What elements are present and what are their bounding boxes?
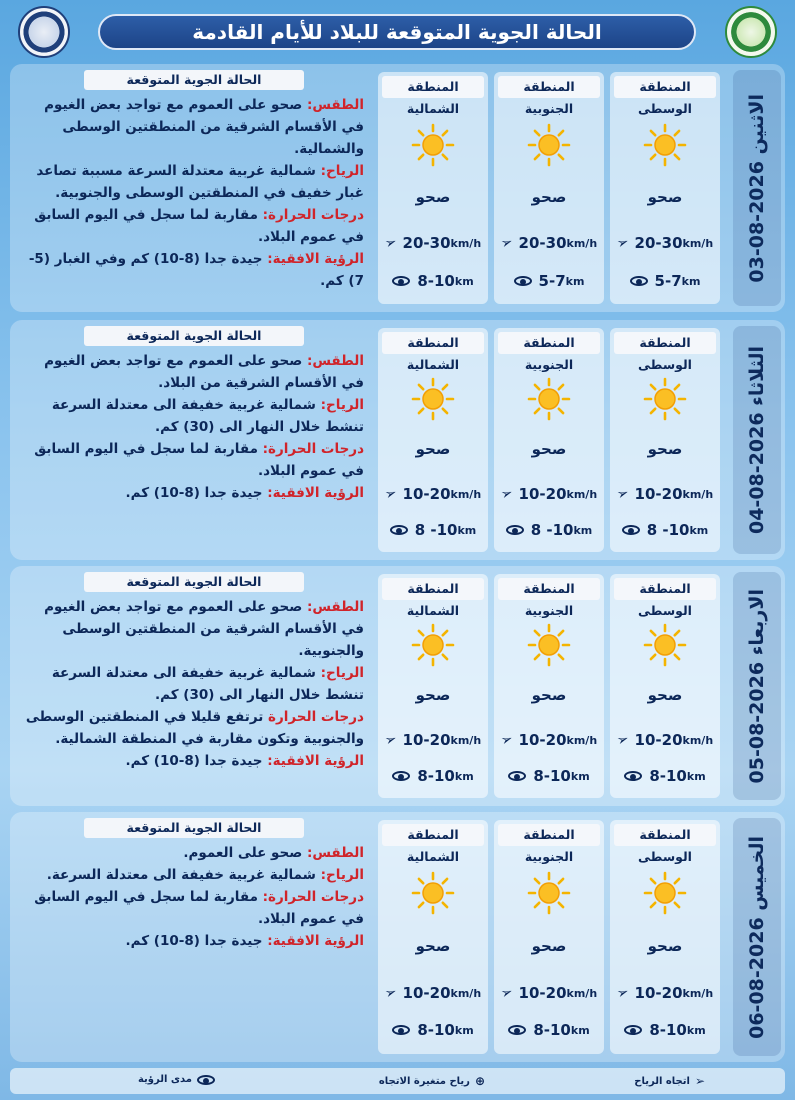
region-name: المنطقة الجنوبية: [498, 76, 600, 98]
visibility-value: 8 -10: [530, 521, 574, 539]
wind-key: الرياح:: [320, 867, 364, 883]
forecast-weather: [24, 350, 364, 394]
wind-speed: [378, 984, 488, 1002]
forecast-temp: [24, 706, 364, 750]
region-name: المنطقة الشمالية: [382, 332, 484, 354]
visibility: [378, 1021, 488, 1039]
region-name: المنطقة الشمالية: [382, 578, 484, 600]
day-block: [10, 320, 785, 560]
wind-value: 10-20: [634, 731, 683, 749]
legend-wind-direction-label: اتجاه الرياح: [634, 1075, 690, 1087]
region-card-south: [494, 820, 604, 1054]
eye-icon: [392, 1025, 410, 1035]
wind-speed: [610, 984, 720, 1002]
weather-key: الطقس:: [306, 353, 364, 369]
visibility-unit: km: [565, 274, 585, 288]
legend-visibility: [138, 1074, 215, 1085]
wind-key: الرياح:: [320, 665, 364, 681]
region-card-south: [494, 574, 604, 798]
sun-icon: [643, 623, 687, 667]
visibility-unit: km: [686, 1023, 706, 1037]
forecast-temp: [24, 204, 364, 248]
wind-unit: km/h: [450, 236, 482, 250]
sun-icon: [411, 377, 455, 421]
visibility-unit: km: [454, 274, 474, 288]
legend-wind-direction: [634, 1074, 705, 1088]
temp-key: درجات الحرارة:: [262, 889, 364, 905]
region-name: المنطقة الوسطى: [614, 76, 716, 98]
wind-text: شمالية غربية خفيفة الى معتدلة السرعة.: [46, 867, 316, 883]
wind-unit: km/h: [682, 986, 714, 1000]
wind-speed: [610, 485, 720, 503]
day-label-box: [733, 70, 781, 306]
wind-direction-icon: ➢: [498, 730, 515, 750]
day-label: الاثنين 2026-08-03: [746, 93, 768, 283]
wind-speed: [378, 234, 488, 252]
forecast-text: [18, 70, 370, 306]
eye-icon: [624, 1025, 642, 1035]
wind-value: 10-20: [518, 485, 567, 503]
wind-unit: km/h: [450, 733, 482, 747]
wind-value: 10-20: [402, 731, 451, 749]
temp-key: درجات الحرارة:: [262, 207, 364, 223]
variable-wind-icon: ⊕: [474, 1074, 485, 1088]
weather-authority-logo: [725, 6, 777, 58]
forecast-weather: [24, 94, 364, 160]
day-label: الثلاثاء 2026-08-04: [746, 345, 768, 534]
region-name: المنطقة الشمالية: [382, 76, 484, 98]
wind-value: 20-30: [402, 234, 451, 252]
forecast-title: الحالة الجوية المتوقعة: [84, 326, 304, 346]
eye-icon: [392, 276, 410, 286]
visibility-value: 8 -10: [646, 521, 690, 539]
wind-unit: km/h: [566, 733, 598, 747]
region-name: المنطقة الجنوبية: [498, 332, 600, 354]
weather-key: الطقس:: [306, 599, 364, 615]
legend-variable-wind-label: رياح متغيرة الاتجاه: [378, 1075, 470, 1087]
page-title: الحالة الجوية المتوقعة للبلاد للأيام القادمة: [98, 14, 696, 50]
temp-key: درجات الحرارة: [268, 709, 364, 725]
forecast-text: [18, 572, 370, 800]
weather-key: الطقس:: [306, 97, 364, 113]
wind-value: 10-20: [634, 485, 683, 503]
sun-icon: [411, 871, 455, 915]
visibility-value: 8-10: [533, 1021, 571, 1039]
region-card-north: [378, 820, 488, 1054]
visibility-key: الرؤية الافقية:: [267, 933, 364, 949]
eye-icon: [197, 1075, 215, 1085]
wind-direction-icon: ➢: [694, 1074, 705, 1088]
wind-direction-icon: ➢: [614, 983, 631, 1003]
visibility-unit: km: [686, 769, 706, 783]
visibility-unit: km: [681, 274, 701, 288]
sky-condition: صحو: [415, 937, 451, 955]
region-card-north: [378, 72, 488, 304]
visibility-unit: km: [570, 1023, 590, 1037]
day-label: الخميس 2026-08-06: [746, 835, 768, 1039]
wind-value: 10-20: [402, 485, 451, 503]
visibility-value: 8-10: [417, 272, 455, 290]
day-label-box: [733, 818, 781, 1056]
forecast-temp: [24, 438, 364, 482]
sky-condition: صحو: [647, 440, 683, 458]
region-card-north: [378, 574, 488, 798]
forecast-temp: [24, 886, 364, 930]
visibility-unit: km: [454, 1023, 474, 1037]
eye-icon: [508, 1025, 526, 1035]
region-name: المنطقة الشمالية: [382, 824, 484, 846]
eye-icon: [506, 525, 524, 535]
visibility: [494, 1021, 604, 1039]
visibility-key: الرؤية الافقية:: [267, 485, 364, 501]
forecast-visibility: [24, 930, 364, 952]
visibility-value: 5-7: [654, 272, 682, 290]
forecast-wind: [24, 160, 364, 204]
wind-unit: km/h: [450, 986, 482, 1000]
wind-value: 20-30: [634, 234, 683, 252]
wind-value: 20-30: [518, 234, 567, 252]
wind-key: الرياح:: [320, 397, 364, 413]
region-card-central: [610, 820, 720, 1054]
eye-icon: [630, 276, 648, 286]
visibility: [494, 767, 604, 785]
visibility: [494, 521, 604, 539]
forecast-wind: [24, 394, 364, 438]
eye-icon: [624, 771, 642, 781]
wind-value: 10-20: [634, 984, 683, 1002]
visibility-unit: km: [570, 769, 590, 783]
visibility-value: 8-10: [417, 767, 455, 785]
day-label-box: [733, 326, 781, 554]
day-label-box: [733, 572, 781, 800]
visibility: [610, 521, 720, 539]
sun-icon: [527, 871, 571, 915]
wind-direction-icon: ➢: [498, 983, 515, 1003]
wind-direction-icon: ➢: [614, 730, 631, 750]
wind-value: 10-20: [402, 984, 451, 1002]
sun-icon: [643, 123, 687, 167]
visibility-value: 8-10: [649, 1021, 687, 1039]
legend-variable-wind: [379, 1074, 485, 1088]
sky-condition: صحو: [647, 188, 683, 206]
visibility: [378, 521, 488, 539]
wind-direction-icon: ➢: [382, 730, 399, 750]
region-name: المنطقة الجنوبية: [498, 824, 600, 846]
region-card-central: [610, 72, 720, 304]
wind-text: شمالية غربية خفيفة الى معتدلة السرعة تنشط خلال النهار الى (30) كم.: [51, 665, 364, 703]
wind-direction-icon: ➢: [498, 484, 515, 504]
legend: [10, 1068, 785, 1094]
visibility-value: 8-10: [533, 767, 571, 785]
weather-text: صحو على العموم.: [183, 845, 303, 861]
visibility-text: جيدة جدا (8-10) كم وفي الغبار (5-7) كم.: [28, 251, 364, 289]
temp-text: مقاربة لما سجل في اليوم السابق في عموم البلاد.: [34, 207, 364, 245]
legend-visibility-label: مدى الرؤية: [137, 1074, 192, 1085]
wind-speed: [378, 485, 488, 503]
forecast-visibility: [24, 248, 364, 292]
wind-speed: [494, 984, 604, 1002]
day-block: [10, 64, 785, 312]
sun-icon: [527, 623, 571, 667]
visibility-unit: km: [689, 523, 709, 537]
region-card-south: [494, 328, 604, 552]
visibility-value: 8-10: [649, 767, 687, 785]
visibility-value: 8-10: [417, 1021, 455, 1039]
eye-icon: [622, 525, 640, 535]
wind-speed: [378, 731, 488, 749]
visibility: [378, 272, 488, 290]
region-name: المنطقة الوسطى: [614, 332, 716, 354]
region-card-south: [494, 72, 604, 304]
sky-condition: صحو: [531, 686, 567, 704]
wind-unit: km/h: [566, 986, 598, 1000]
visibility: [610, 767, 720, 785]
visibility-value: 8 -10: [414, 521, 458, 539]
eye-icon: [508, 771, 526, 781]
forecast-title: الحالة الجوية المتوقعة: [84, 70, 304, 90]
visibility-unit: km: [457, 523, 477, 537]
wind-key: الرياح:: [320, 163, 364, 179]
sun-icon: [411, 623, 455, 667]
region-card-central: [610, 328, 720, 552]
sky-condition: صحو: [415, 188, 451, 206]
visibility-text: جيدة جدا (8-10) كم.: [125, 485, 263, 501]
temp-text: مقاربة لما سجل في اليوم السابق في عموم البلاد.: [34, 441, 364, 479]
wind-direction-icon: ➢: [498, 233, 515, 253]
wind-unit: km/h: [682, 236, 714, 250]
wind-unit: km/h: [682, 487, 714, 501]
eye-icon: [514, 276, 532, 286]
forecast-visibility: [24, 750, 364, 772]
region-name: المنطقة الوسطى: [614, 578, 716, 600]
region-card-north: [378, 328, 488, 552]
sky-condition: صحو: [531, 188, 567, 206]
wind-speed: [610, 731, 720, 749]
eye-icon: [392, 771, 410, 781]
temp-text: مقاربة لما سجل في اليوم السابق في عموم البلاد.: [34, 889, 364, 927]
visibility-value: 5-7: [538, 272, 566, 290]
weather-text: صحو على العموم مع تواجد بعض الغيوم في الأقسام الشرقية من المنطقتين الوسطى والجنوبية.: [44, 599, 364, 659]
visibility: [494, 272, 604, 290]
wind-direction-icon: ➢: [614, 484, 631, 504]
visibility: [610, 272, 720, 290]
sky-condition: صحو: [647, 686, 683, 704]
wind-text: شمالية غربية معتدلة السرعة مسببة تصاعد غبار خفيف في المنطقتين الوسطى والجنوبية.: [36, 163, 364, 201]
visibility-text: جيدة جدا (8-10) كم.: [125, 753, 263, 769]
visibility-key: الرؤية الافقية:: [267, 251, 364, 267]
wind-direction-icon: ➢: [614, 233, 631, 253]
forecast-weather: [24, 842, 364, 864]
wind-direction-icon: ➢: [382, 233, 399, 253]
sky-condition: صحو: [647, 937, 683, 955]
wind-direction-icon: ➢: [382, 484, 399, 504]
region-name: المنطقة الوسطى: [614, 824, 716, 846]
region-name: المنطقة الجنوبية: [498, 578, 600, 600]
visibility-unit: km: [454, 769, 474, 783]
day-block: [10, 812, 785, 1062]
wind-unit: km/h: [450, 487, 482, 501]
sun-icon: [643, 871, 687, 915]
wind-text: شمالية غربية خفيفة الى معتدلة السرعة تنشط خلال النهار الى (30) كم.: [51, 397, 364, 435]
weather-text: صحو على العموم مع تواجد بعض الغيوم في الأقسام الشرقية من البلاد.: [44, 353, 364, 391]
forecast-text: [18, 326, 370, 554]
forecast-center-logo: [18, 6, 70, 58]
sun-icon: [643, 377, 687, 421]
weather-text: صحو على العموم مع تواجد بعض الغيوم في الأقسام الشرقية من المنطقتين الوسطى والشمالية.: [44, 97, 364, 157]
forecast-wind: [24, 662, 364, 706]
temp-key: درجات الحرارة:: [262, 441, 364, 457]
forecast-text: [18, 818, 370, 1056]
wind-unit: km/h: [566, 236, 598, 250]
day-block: [10, 566, 785, 806]
wind-unit: km/h: [566, 487, 598, 501]
forecast-title: الحالة الجوية المتوقعة: [84, 572, 304, 592]
wind-speed: [610, 234, 720, 252]
header: [0, 0, 795, 62]
wind-speed: [494, 731, 604, 749]
forecast-weather: [24, 596, 364, 662]
forecast-visibility: [24, 482, 364, 504]
sun-icon: [411, 123, 455, 167]
forecast-title: الحالة الجوية المتوقعة: [84, 818, 304, 838]
visibility: [610, 1021, 720, 1039]
eye-icon: [390, 525, 408, 535]
sky-condition: صحو: [415, 686, 451, 704]
forecast-wind: [24, 864, 364, 886]
visibility-key: الرؤية الافقية:: [267, 753, 364, 769]
region-card-central: [610, 574, 720, 798]
visibility: [378, 767, 488, 785]
wind-direction-icon: ➢: [382, 983, 399, 1003]
visibility-text: جيدة جدا (8-10) كم.: [125, 933, 263, 949]
wind-value: 10-20: [518, 984, 567, 1002]
wind-speed: [494, 234, 604, 252]
day-label: الاربعاء 2026-08-05: [746, 588, 768, 784]
wind-unit: km/h: [682, 733, 714, 747]
sky-condition: صحو: [531, 937, 567, 955]
sky-condition: صحو: [531, 440, 567, 458]
visibility-unit: km: [573, 523, 593, 537]
wind-value: 10-20: [518, 731, 567, 749]
sun-icon: [527, 123, 571, 167]
sky-condition: صحو: [415, 440, 451, 458]
wind-speed: [494, 485, 604, 503]
sun-icon: [527, 377, 571, 421]
weather-key: الطقس:: [306, 845, 364, 861]
temp-text: ترتفع قليلا في المنطقتين الوسطى والجنوبية وتكون مقاربة في المنطقة الشمالية.: [25, 709, 364, 747]
